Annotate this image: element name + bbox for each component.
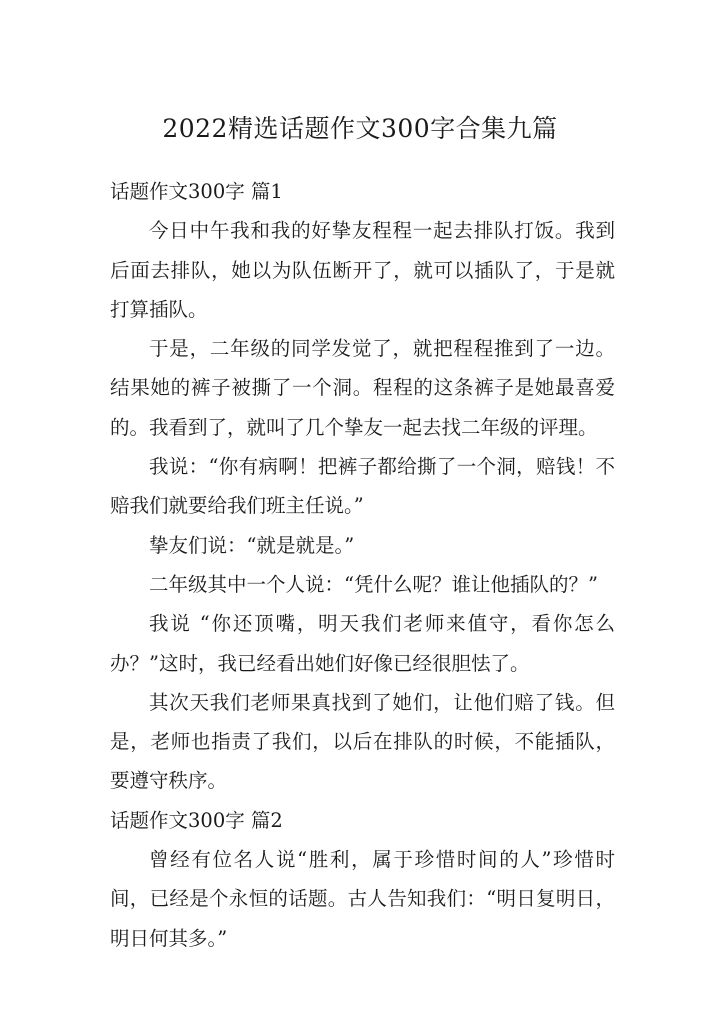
paragraph: 其次天我们老师果真找到了她们，让他们赔了钱。但是，老师也指责了我们，以后在排队的时候，不能插队，要遵守秩序。	[110, 690, 615, 793]
paragraph: 二年级其中一个人说：“凭什么呢？谁让他插队的？”	[149, 572, 598, 596]
paragraph: 于是，二年级的同学发觉了，就把程程推到了一边。结果她的裤子被撕了一个洞。程程的这条裤子是她最喜爱的。我看到了，就叫了几个挚友一起去找二年级的评理。	[110, 337, 615, 439]
paragraph: 挚友们说：“就是就是。”	[149, 533, 355, 557]
paragraph: 我说：“你有病啊！把裤子都给撕了一个洞，赔钱！不赔我们就要给我们班主任说。”	[110, 455, 615, 518]
document-title: 2022精选话题作文300字合集九篇	[162, 114, 558, 143]
section-heading: 话题作文300字 篇1	[110, 180, 283, 203]
paragraph: 我说 “你还顶嘴，明天我们老师来值守，看你怎么办？”这时，我已经看出她们好像已经很胆怯了。	[110, 612, 615, 675]
paragraph: 曾经有位名人说“胜利，属于珍惜时间的人”珍惜时间，已经是个永恒的话题。古人告知我们：“明日复明日，明日何其多。”	[110, 848, 615, 950]
section-heading: 话题作文300字 篇2	[110, 808, 283, 832]
paragraph: 今日中午我和我的好挚友程程一起去排队打饭。我到后面去排队，她以为队伍断开了，就可以插队了，于是就打算插队。	[110, 219, 615, 321]
document-body	[110, 172, 615, 958]
